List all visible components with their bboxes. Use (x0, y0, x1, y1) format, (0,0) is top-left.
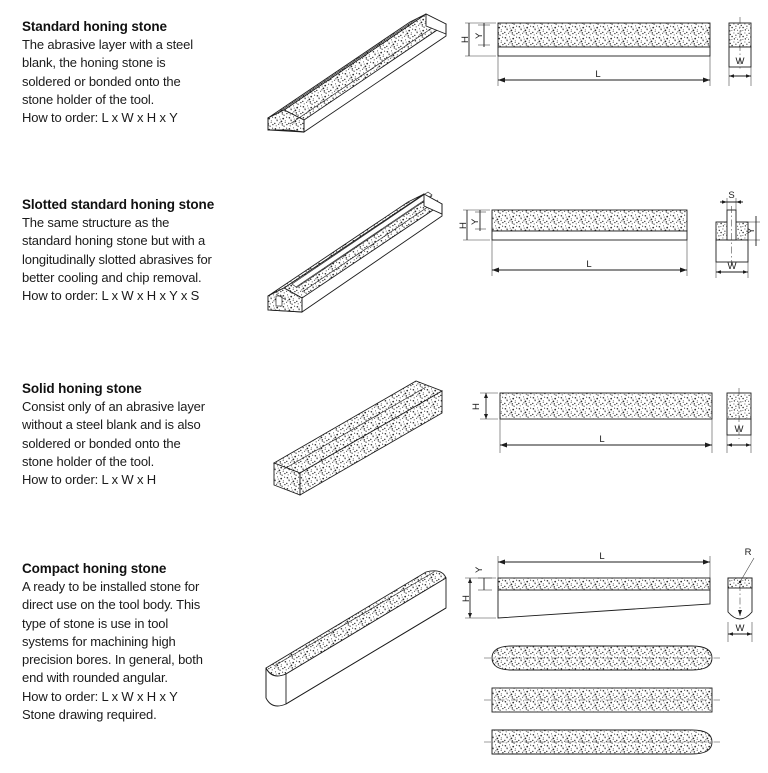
dimension-label-l: L (599, 434, 605, 445)
dimension-label-w: W (727, 261, 737, 272)
product-title: Slotted standard honing stone (22, 197, 215, 212)
description-line: better cooling and chip removal. (22, 269, 202, 285)
product-title: Standard honing stone (22, 19, 167, 34)
product-section-compact-honing-stone (0, 538, 768, 773)
dimension-label-l: L (595, 69, 601, 80)
dimension-label-s: S (728, 190, 735, 201)
description-line: systems for machining high (22, 633, 176, 649)
dimension-label-l: L (586, 259, 592, 270)
plan-view-both-ends-rounded (484, 646, 720, 670)
description-line: Consist only of an abrasive layer (22, 399, 205, 414)
plan-view-both-ends-square (484, 688, 720, 712)
description-line: soldered or bonded onto the (22, 73, 181, 89)
product-text-solid (22, 380, 237, 489)
dimension-label-w: W (735, 623, 745, 634)
isometric-view-slotted (240, 184, 456, 318)
dimension-label-y: Y (470, 218, 481, 225)
product-section-standard-honing-stone (0, 0, 768, 175)
dimension-label-y: Y (474, 32, 485, 39)
isometric-view-standard (232, 6, 454, 138)
dimension-label-h: H (458, 222, 469, 229)
plan-view-one-end-rounded (484, 730, 720, 754)
dimension-label-h: H (461, 595, 472, 602)
product-description (22, 398, 237, 489)
dimension-label-w: W (735, 56, 745, 67)
technical-drawing-standard (462, 14, 762, 114)
dimension-label-y: Y (746, 227, 757, 234)
dimension-label-h: H (460, 36, 471, 43)
product-section-slotted-honing-stone (0, 178, 768, 363)
dimension-label-h: H (471, 403, 482, 410)
product-section-solid-honing-stone (0, 363, 768, 538)
technical-drawing-compact (462, 546, 762, 766)
isometric-view-solid (244, 377, 456, 501)
technical-drawing-slotted (458, 190, 762, 292)
description-line: stone holder of the tool. (22, 453, 155, 469)
product-description (22, 578, 237, 724)
description-line: type of stone is use in tool (22, 615, 169, 631)
description-line: longitudinally slotted abrasives for (22, 251, 212, 267)
dimension-label-y: Y (474, 566, 485, 573)
order-instruction: How to order: L x W x H (22, 472, 157, 488)
product-text-compact (22, 560, 237, 724)
drawing-note: Stone drawing required. (22, 707, 157, 723)
product-text-standard (22, 18, 237, 127)
technical-drawing-solid (462, 385, 762, 469)
description-line: The same structure as the (22, 215, 170, 230)
order-instruction: How to order: L x W x H x Y (22, 688, 178, 704)
description-line: soldered or bonded onto the (22, 435, 181, 451)
product-title: Compact honing stone (22, 561, 167, 576)
description-line: stone holder of the tool. (22, 91, 155, 107)
product-title: Solid honing stone (22, 381, 142, 396)
description-line: standard honing stone but with a (22, 233, 206, 249)
order-instruction: How to order: L x W x H x Y x S (22, 288, 200, 304)
product-text-slotted (22, 196, 237, 305)
description-line: end with rounded angular. (22, 670, 168, 686)
description-line: precision bores. In general, both (22, 652, 203, 668)
description-line: direct use on the tool body. This (22, 597, 201, 613)
description-line: The abrasive layer with a steel (22, 37, 193, 52)
dimension-label-w: W (734, 424, 744, 435)
dimension-label-r: R (744, 547, 752, 558)
product-description (22, 36, 237, 127)
isometric-view-compact (228, 550, 458, 730)
dimension-label-l: L (599, 551, 605, 562)
order-instruction: How to order: L x W x H x Y (22, 110, 178, 126)
description-line: blank, the honing stone is (22, 55, 166, 71)
product-description (22, 214, 237, 305)
description-line: A ready to be installed stone for (22, 579, 200, 594)
description-line: without a steel blank and is also (22, 417, 201, 433)
